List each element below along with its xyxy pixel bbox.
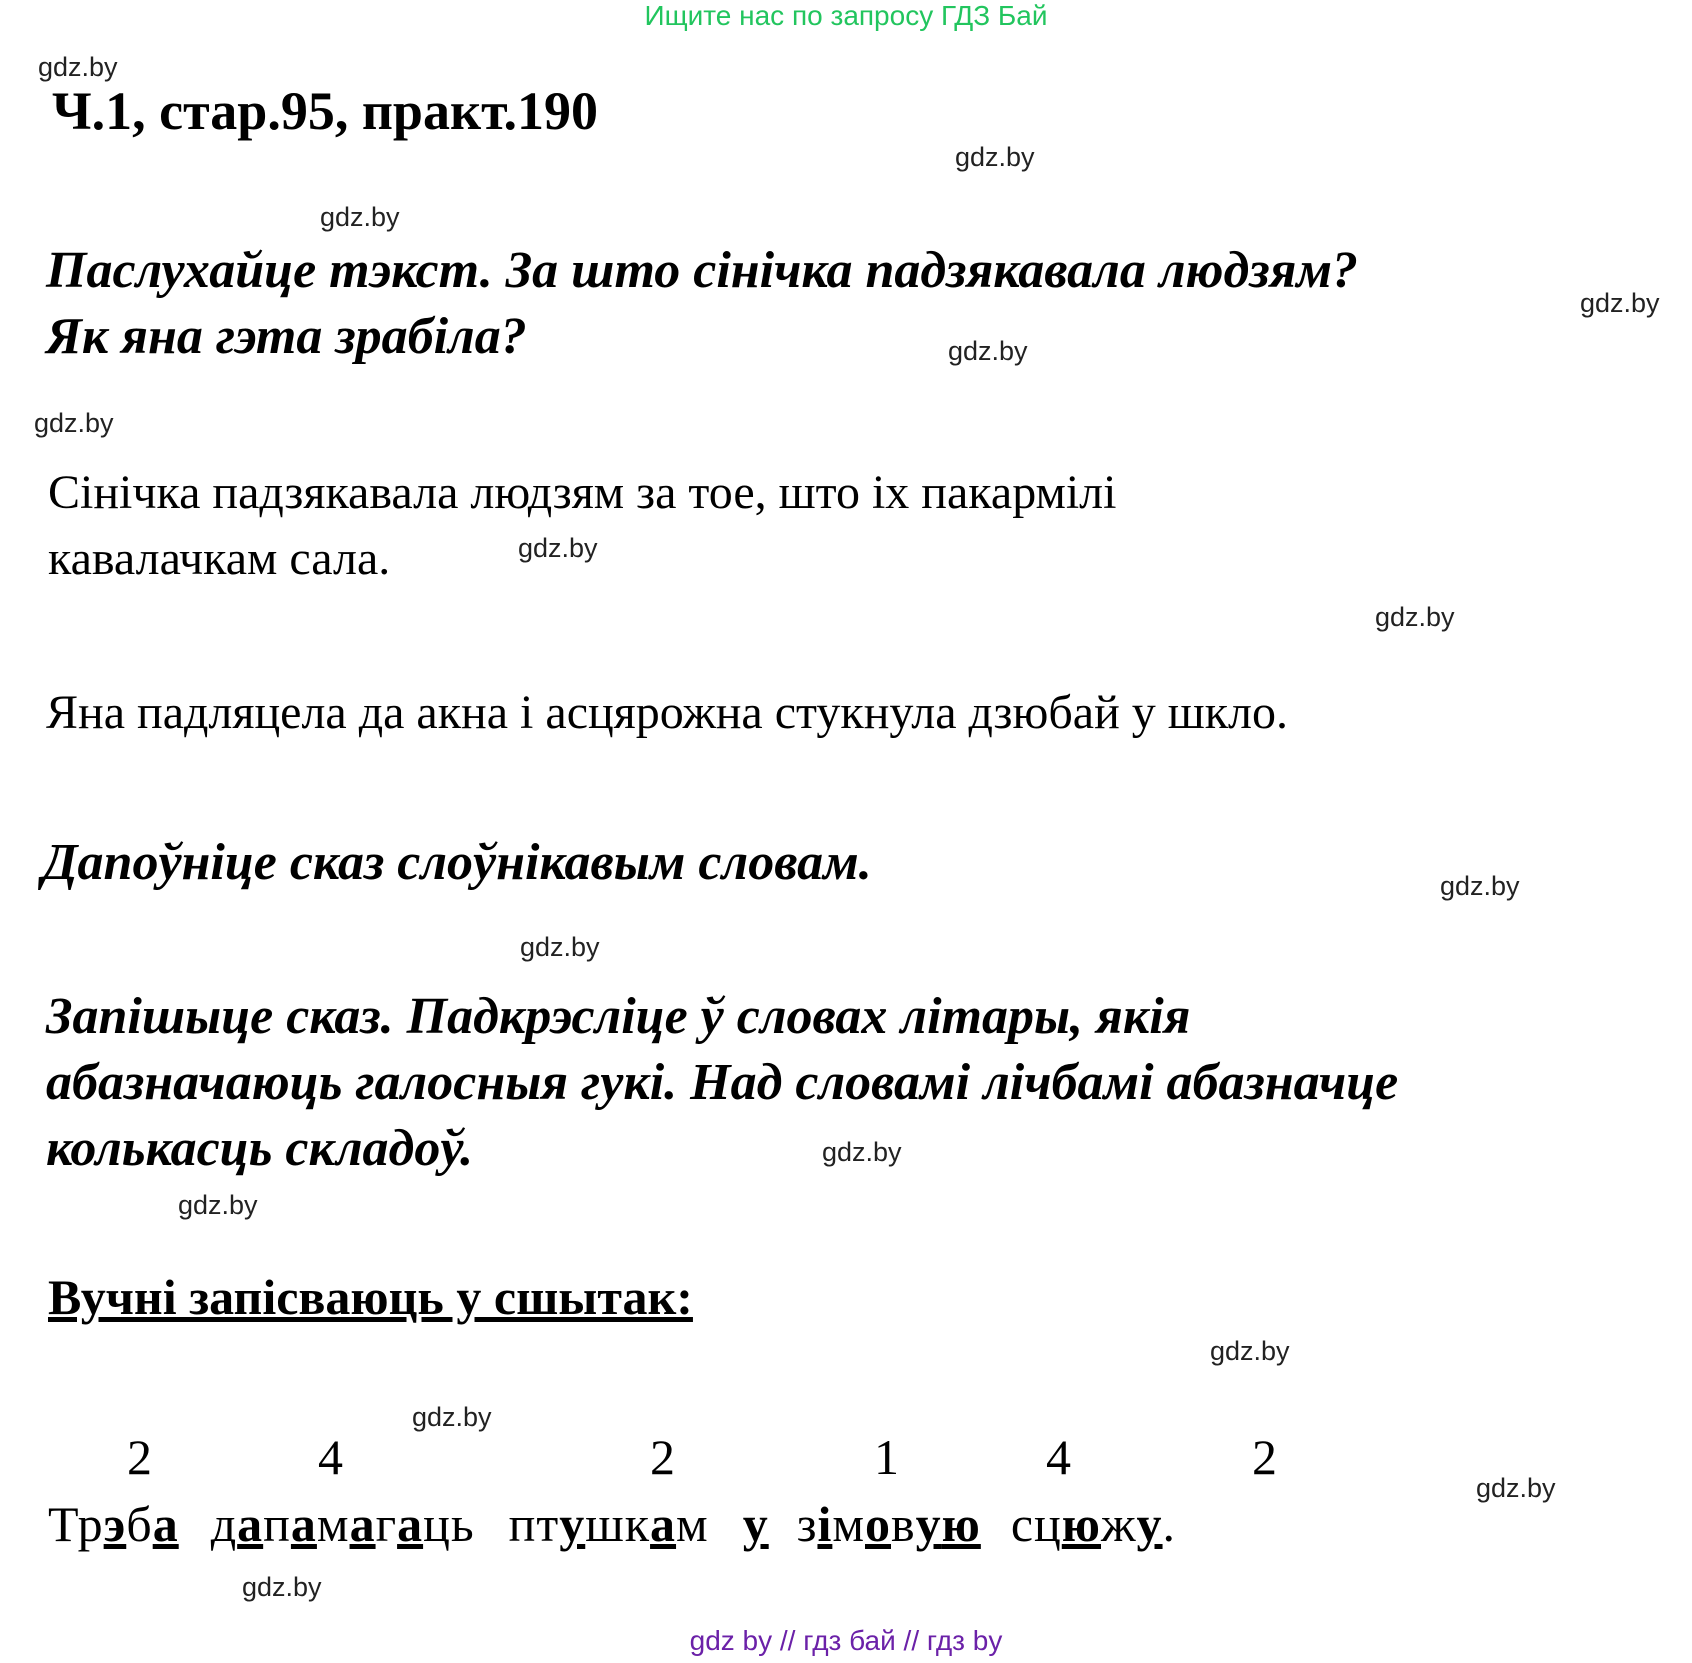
- sentence-word: [211, 1496, 475, 1552]
- letter-group: м: [832, 1496, 865, 1552]
- syllable-count: 4: [1046, 1429, 1071, 1485]
- vowel-letter: о: [865, 1496, 891, 1552]
- watermark: gdz.by: [1580, 288, 1660, 318]
- letter-group: д: [210, 1496, 238, 1552]
- letter-group: ж: [1101, 1496, 1137, 1552]
- letter-group: м: [676, 1496, 709, 1552]
- vowel-letter: у: [742, 1496, 769, 1552]
- watermark: gdz.by: [412, 1402, 492, 1432]
- sentence-word: [743, 1496, 769, 1552]
- letter-group: з: [796, 1496, 818, 1552]
- watermark: gdz.by: [1375, 602, 1455, 632]
- vowel-letter: ю: [941, 1496, 981, 1552]
- vowel-letter: э: [103, 1496, 127, 1552]
- watermark: gdz.by: [242, 1572, 322, 1602]
- syllable-count: 1: [874, 1429, 899, 1485]
- vowel-letter: і: [817, 1496, 833, 1552]
- letter-group: в: [891, 1496, 916, 1552]
- task-1-line-1: Паслухайце тэкст. За што сінічка падзякавала людзям?: [46, 242, 1359, 299]
- syllable-count: 2: [650, 1429, 675, 1485]
- answer-1-line-1: Сінічка падзякавала людзям за тое, што іх пакармілі: [48, 466, 1117, 519]
- task-1-line-2: Як яна гэта зрабіла?: [46, 308, 527, 365]
- vowel-letter: у: [1136, 1496, 1163, 1552]
- task-1: [46, 238, 1358, 370]
- watermark: gdz.by: [38, 52, 118, 82]
- vowel-letter: а: [349, 1496, 376, 1552]
- letter-group: сц: [1010, 1496, 1062, 1552]
- answer-2: Яна падляцела да акна і асцярожна стукнула дзюбай у шкло.: [46, 686, 1288, 739]
- letter-group: .: [1162, 1496, 1177, 1552]
- watermark: gdz.by: [320, 202, 400, 232]
- task-3-line-3: колькасць складоў.: [46, 1120, 474, 1177]
- watermark: gdz.by: [955, 142, 1035, 172]
- sentence-word: [509, 1496, 709, 1552]
- sentence-word: [48, 1496, 179, 1552]
- watermark: gdz.by: [1440, 871, 1520, 901]
- letter-group: б: [126, 1496, 153, 1552]
- answer-1: [48, 460, 1116, 592]
- answer-1-line-2: кавалачкам сала.: [48, 532, 391, 585]
- watermark: gdz.by: [822, 1137, 902, 1167]
- footer-links[interactable]: gdz by // гдз бай // гдз by: [689, 1625, 1003, 1656]
- syllable-count: 4: [318, 1429, 343, 1485]
- watermark: gdz.by: [1476, 1473, 1556, 1503]
- task-2: Дапоўніце сказ слоўнікавым словам.: [42, 834, 872, 891]
- notebook-heading: Вучні запісваюць у сшытак:: [48, 1269, 693, 1325]
- syllable-count: 2: [127, 1429, 152, 1485]
- notebook-sentence: [48, 1495, 1176, 1553]
- task-3-line-2: абазначаюць галосныя гукі. Над словамі лічбамі абазначце: [46, 1054, 1399, 1111]
- syllable-count: 2: [1252, 1429, 1277, 1485]
- watermark: gdz.by: [948, 336, 1028, 366]
- vowel-letter: у: [915, 1496, 942, 1552]
- sentence-word: [1011, 1496, 1176, 1552]
- vowel-letter: у: [559, 1496, 586, 1552]
- vowel-letter: а: [237, 1496, 264, 1552]
- task-3-line-1: Запішыце сказ. Падкрэсліце ў словах літары, якія: [46, 988, 1191, 1045]
- vowel-letter: а: [397, 1496, 424, 1552]
- watermark: gdz.by: [518, 533, 598, 563]
- vowel-letter: а: [290, 1496, 317, 1552]
- letter-group: Тр: [48, 1496, 104, 1552]
- watermark: gdz.by: [34, 408, 114, 438]
- letter-group: пт: [508, 1496, 560, 1552]
- vowel-letter: ю: [1061, 1496, 1101, 1552]
- watermark: gdz.by: [520, 932, 600, 962]
- task-3: [46, 984, 1398, 1182]
- letter-group: шк: [585, 1496, 651, 1552]
- letter-group: п: [263, 1496, 291, 1552]
- letter-group: ць: [423, 1496, 475, 1552]
- vowel-letter: а: [152, 1496, 179, 1552]
- vowel-letter: а: [650, 1496, 677, 1552]
- page-title: Ч.1, стар.95, практ.190: [52, 81, 599, 141]
- sentence-word: [797, 1496, 981, 1552]
- top-banner[interactable]: Ищите нас по запросу ГДЗ Бай: [644, 0, 1048, 31]
- watermark: gdz.by: [178, 1190, 258, 1220]
- watermark: gdz.by: [1210, 1336, 1290, 1366]
- letter-group: г: [375, 1496, 398, 1552]
- letter-group: м: [316, 1496, 350, 1552]
